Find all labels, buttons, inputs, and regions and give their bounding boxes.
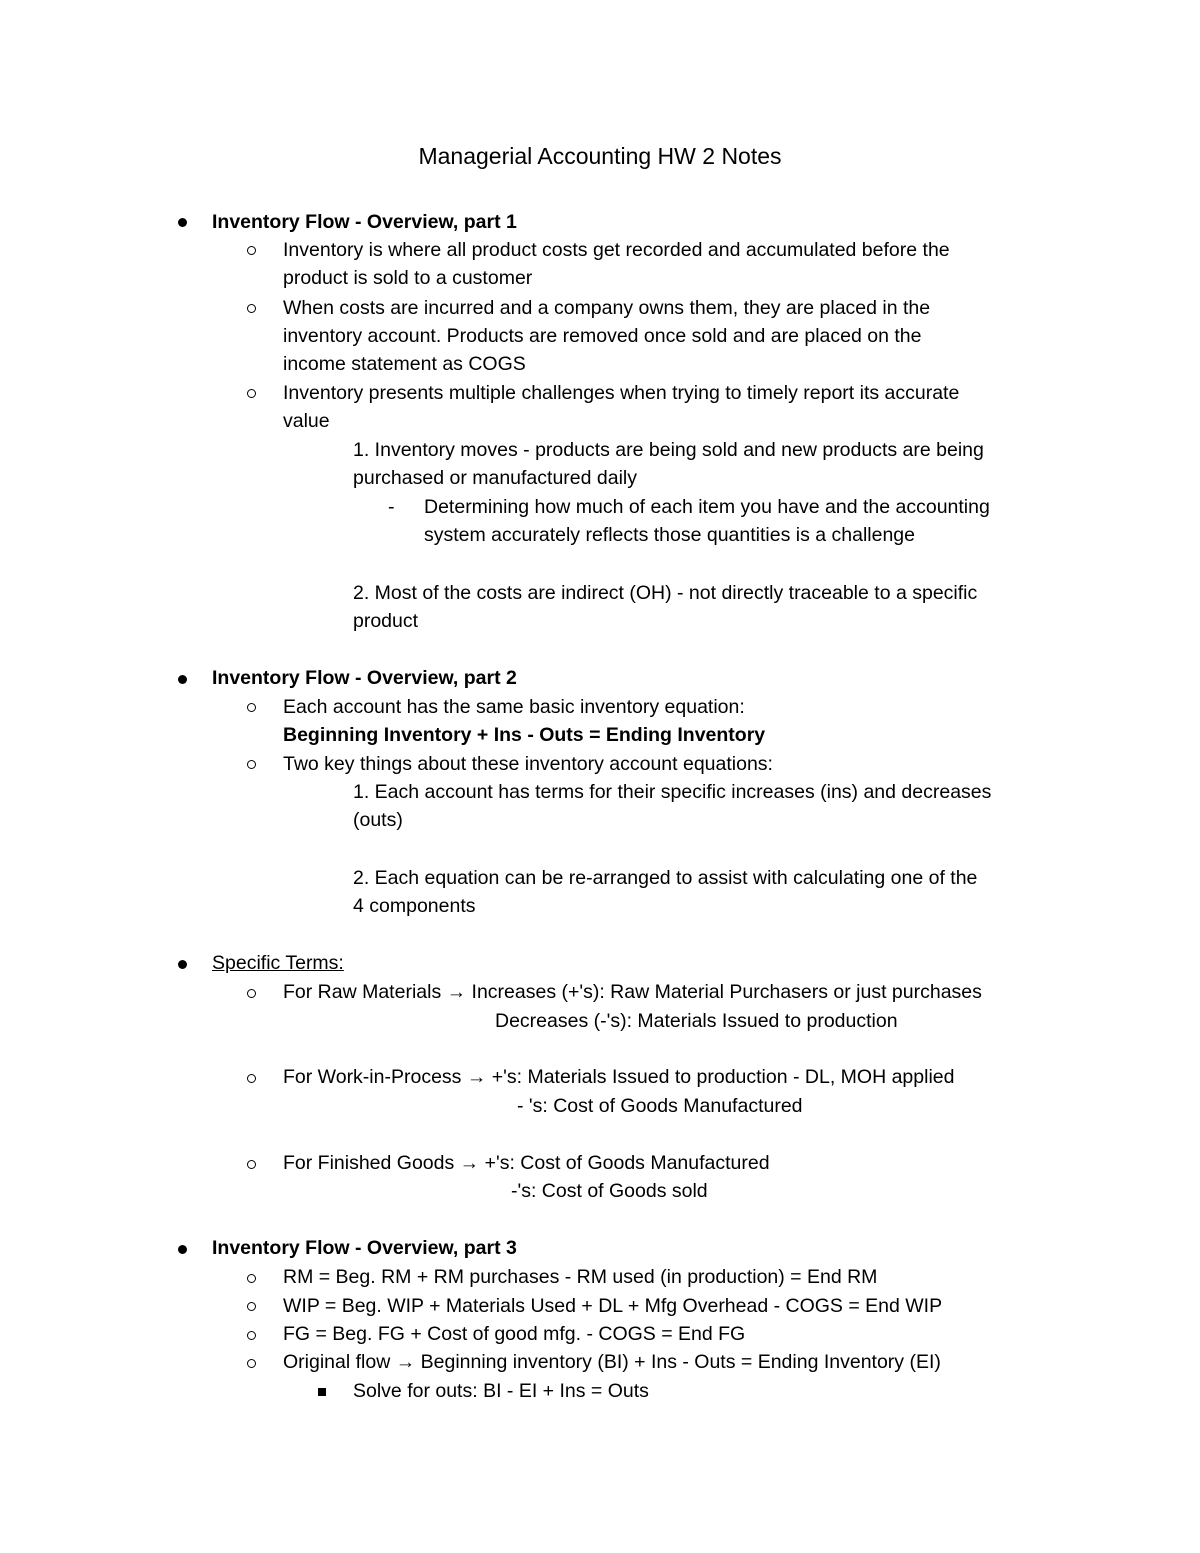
list-item-line: For Finished Goods → +'s: Cost of Goods Manufactured [283, 1152, 770, 1174]
list-item-line: Two key things about these inventory account equations: [283, 753, 773, 775]
numbered-item-line: purchased or manufactured daily [353, 467, 637, 489]
bullet-circle-icon [247, 1074, 256, 1083]
section-heading: Specific Terms: [212, 952, 344, 974]
dash-marker: - [388, 496, 395, 518]
numbered-item-line: 1. Inventory moves - products are being sold and new products are being [353, 439, 984, 461]
list-item-line: income statement as COGS [283, 353, 526, 375]
dash-item-line: Determining how much of each item you have and the accounting [424, 496, 990, 518]
sub-list-item-line: Solve for outs: BI - EI + Ins = Outs [353, 1380, 649, 1402]
list-item-line: When costs are incurred and a company owns them, they are placed in the [283, 297, 931, 319]
list-item-line: For Work-in-Process → +'s: Materials Issued to production - DL, MOH applied [283, 1066, 955, 1088]
bullet-circle-icon [247, 1331, 256, 1340]
bullet-circle-icon [247, 304, 256, 313]
bullet-circle-icon [247, 703, 256, 712]
numbered-item-line: product [353, 610, 419, 632]
list-item-line: For Raw Materials → Increases (+'s): Raw Material Purchasers or just purchases [283, 981, 982, 1003]
bullet-circle-icon [247, 760, 256, 769]
equation-line: Beginning Inventory + Ins - Outs = Ending Inventory [283, 724, 766, 746]
bullet-circle-icon [247, 1359, 256, 1368]
bullet-circle-icon [247, 389, 256, 398]
bullet-disc-icon [178, 960, 187, 969]
bullet-circle-icon [247, 1274, 256, 1283]
bullet-disc-icon [178, 1245, 187, 1254]
list-item-line: value [283, 410, 330, 432]
list-item-line: FG = Beg. FG + Cost of good mfg. - COGS = End FG [283, 1323, 746, 1345]
bullet-square-icon [318, 1388, 326, 1396]
bullet-circle-icon [247, 989, 256, 998]
list-item-continuation: - 's: Cost of Goods Manufactured [517, 1095, 803, 1117]
bullet-circle-icon [247, 246, 256, 255]
list-item-line: RM = Beg. RM + RM purchases - RM used (in production) = End RM [283, 1266, 878, 1288]
list-item-continuation: -'s: Cost of Goods sold [511, 1180, 708, 1202]
numbered-item-line: 2. Most of the costs are indirect (OH) - not directly traceable to a specific [353, 582, 978, 604]
list-item-line: Inventory presents multiple challenges when trying to timely report its accurate [283, 382, 960, 404]
bullet-circle-icon [247, 1160, 256, 1169]
numbered-item-line: (outs) [353, 809, 403, 831]
list-item-line: Each account has the same basic inventory equation: [283, 696, 745, 718]
dash-item-line: system accurately reflects those quantities is a challenge [424, 524, 915, 546]
bullet-disc-icon [178, 218, 187, 227]
numbered-item-line: 4 components [353, 895, 476, 917]
section-heading: Inventory Flow - Overview, part 2 [212, 667, 517, 689]
page-title: Managerial Accounting HW 2 Notes [418, 143, 782, 169]
list-item-continuation: Decreases (-'s): Materials Issued to production [495, 1010, 898, 1032]
list-item-line: WIP = Beg. WIP + Materials Used + DL + Mfg Overhead - COGS = End WIP [283, 1295, 943, 1317]
list-item-line: Inventory is where all product costs get recorded and accumulated before the [283, 239, 950, 261]
section-heading: Inventory Flow - Overview, part 1 [212, 211, 517, 233]
list-item-line: Original flow → Beginning inventory (BI) + Ins - Outs = Ending Inventory (EI) [283, 1351, 941, 1373]
list-item-line: product is sold to a customer [283, 267, 533, 289]
numbered-item-line: 1. Each account has terms for their specific increases (ins) and decreases [353, 781, 992, 803]
section-heading: Inventory Flow - Overview, part 3 [212, 1237, 517, 1259]
list-item-line: inventory account. Products are removed once sold and are placed on the [283, 325, 922, 347]
numbered-item-line: 2. Each equation can be re-arranged to assist with calculating one of the [353, 867, 978, 889]
bullet-disc-icon [178, 675, 187, 684]
bullet-circle-icon [247, 1302, 256, 1311]
